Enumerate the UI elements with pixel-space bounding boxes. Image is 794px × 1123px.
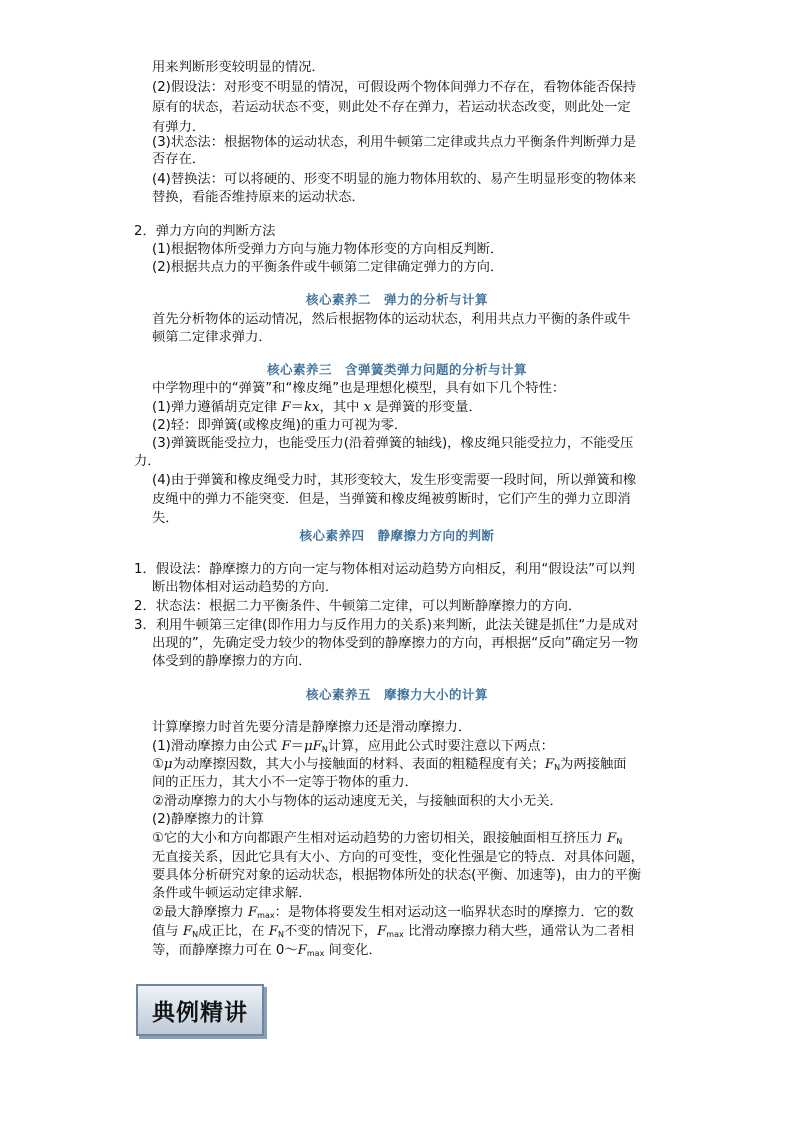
- text-line: (4)替换法：可以将硬的、形变不明显的施力物体用软的、易产生明显形变的物体来: [152, 172, 637, 187]
- text-line: (2)静摩擦力的计算: [152, 812, 264, 827]
- text-line: (2)根据共点力的平衡条件或牛顿第二定律确定弹力的方向．: [152, 260, 504, 275]
- text-line: 值与 $F_N$成正比，在 $F_N$不变的情况下，$F_{max}$ 比滑动摩擦力稍大些，通常认为二者相: [152, 924, 635, 939]
- text-line: ②滑动摩擦力的大小与物体的运动速度无关，与接触面积的大小无关．: [152, 794, 563, 809]
- text-line: 失．: [152, 511, 179, 526]
- text-line: (2)轻：即弹簧(或橡皮绳)的重力可视为零．: [152, 418, 408, 433]
- section-heading: 核心素养三 含弹簧类弹力问题的分析与计算: [266, 362, 527, 377]
- text-line: 中学物理中的“弹簧”和“橡皮绳”也是理想化模型，具有如下几个特性：: [152, 381, 566, 396]
- text-line: 间的正压力，其大小不一定等于物体的重力．: [152, 775, 418, 790]
- text-line: 否存在．: [152, 152, 206, 167]
- list-item: 3．利用牛顿第三定律(即作用力与反作用力的关系)来判断，此法关键是抓住“力是成对: [134, 618, 639, 633]
- text-line: 力．: [134, 454, 161, 469]
- example-section-banner: 典例精讲: [136, 984, 264, 1036]
- text-line: 替换，看能否维持原来的运动状态．: [152, 190, 365, 205]
- section-heading: 核心素养四 静摩擦力方向的判断: [299, 528, 495, 543]
- list-item: 2．状态法：根据二力平衡条件、牛顿第二定律，可以判断静摩擦力的方向．: [134, 599, 582, 614]
- text-line: 要具体分析研究对象的运动状态，根据物体所处的状态(平衡、加速等)，由力的平衡: [152, 868, 642, 883]
- text-line: (3)状态法：根据物体的运动状态，利用牛顿第二定律或共点力平衡条件判断弹力是: [152, 135, 637, 150]
- text-line: (1)滑动摩擦力由公式 $F=\mu F_N$计算，应用此公式时要注意以下两点：: [152, 739, 554, 754]
- text-line: ②最大静摩擦力 $F_{max}$：是物体将要发生相对运动这一临界状态时的摩擦力．它的数: [152, 905, 634, 920]
- section-title: 2．弹力方向的判断方法: [134, 224, 276, 239]
- text-line: ①它的大小和方向都跟产生相对运动趋势的力密切相关，跟接触面相互挤压力 $F_N$: [152, 831, 623, 846]
- section-heading: 核心素养二 弹力的分析与计算: [305, 292, 488, 307]
- text-line: 出现的”，先确定受力较少的物体受到的静摩擦力的方向，再根据“反向”确定另一物: [152, 636, 639, 651]
- text-line: ①μ为动摩擦因数，其大小与接触面的材料、表面的粗糙程度有关；$F_N$为两接触面: [152, 757, 627, 772]
- section-heading: 核心素养五 摩擦力大小的计算: [305, 687, 488, 702]
- text-line: 无直接关系，因此它具有大小、方向的可变性，变化性强是它的特点．对具体问题，: [152, 850, 644, 865]
- text-line: 皮绳中的弹力不能突变．但是，当弹簧和橡皮绳被剪断时，它们产生的弹力立即消: [152, 492, 631, 507]
- list-item: 1．假设法：静摩擦力的方向一定与物体相对运动趋势方向相反，利用“假设法”可以判: [134, 562, 635, 577]
- text-line: 等，而静摩擦力可在 $0\sim F_{max}$ 间变化．: [152, 943, 382, 958]
- text-line: 原有的状态，若运动状态不变，则此处不存在弹力，若运动状态改变，则此处一定: [152, 100, 631, 115]
- text-line: 条件或牛顿运动定律求解．: [152, 886, 312, 901]
- text-line: (2)假设法：对形变不明显的情况，可假设两个物体间弹力不存在，看物体能否保持: [152, 80, 637, 95]
- text-line: 有弹力．: [152, 120, 206, 135]
- text-line: 顿第二定律求弹力．: [152, 330, 272, 345]
- text-line: 计算摩擦力时首先要分清是静摩擦力还是滑动摩擦力．: [152, 720, 472, 735]
- text-line: (4)由于弹簧和橡皮绳受力时，其形变较大，发生形变需要一段时间，所以弹簧和橡: [152, 473, 637, 488]
- text-line: 首先分析物体的运动情况，然后根据物体的运动状态，利用共点力平衡的条件或牛: [152, 312, 631, 327]
- text-line: (3)弹簧既能受拉力，也能受压力(沿着弹簧的轴线)，橡皮绳只能受拉力，不能受压: [152, 436, 634, 451]
- text-line: 断出物体相对运动趋势的方向．: [152, 580, 339, 595]
- text-line: 用来判断形变较明显的情况．: [152, 60, 325, 75]
- text-line: (1)弹力遵循胡克定律 F＝kx，其中 x 是弹簧的形变量．: [152, 400, 482, 415]
- text-line: (1)根据物体所受弹力方向与施力物体形变的方向相反判断．: [152, 242, 504, 257]
- text-line: 体受到的静摩擦力的方向．: [152, 654, 312, 669]
